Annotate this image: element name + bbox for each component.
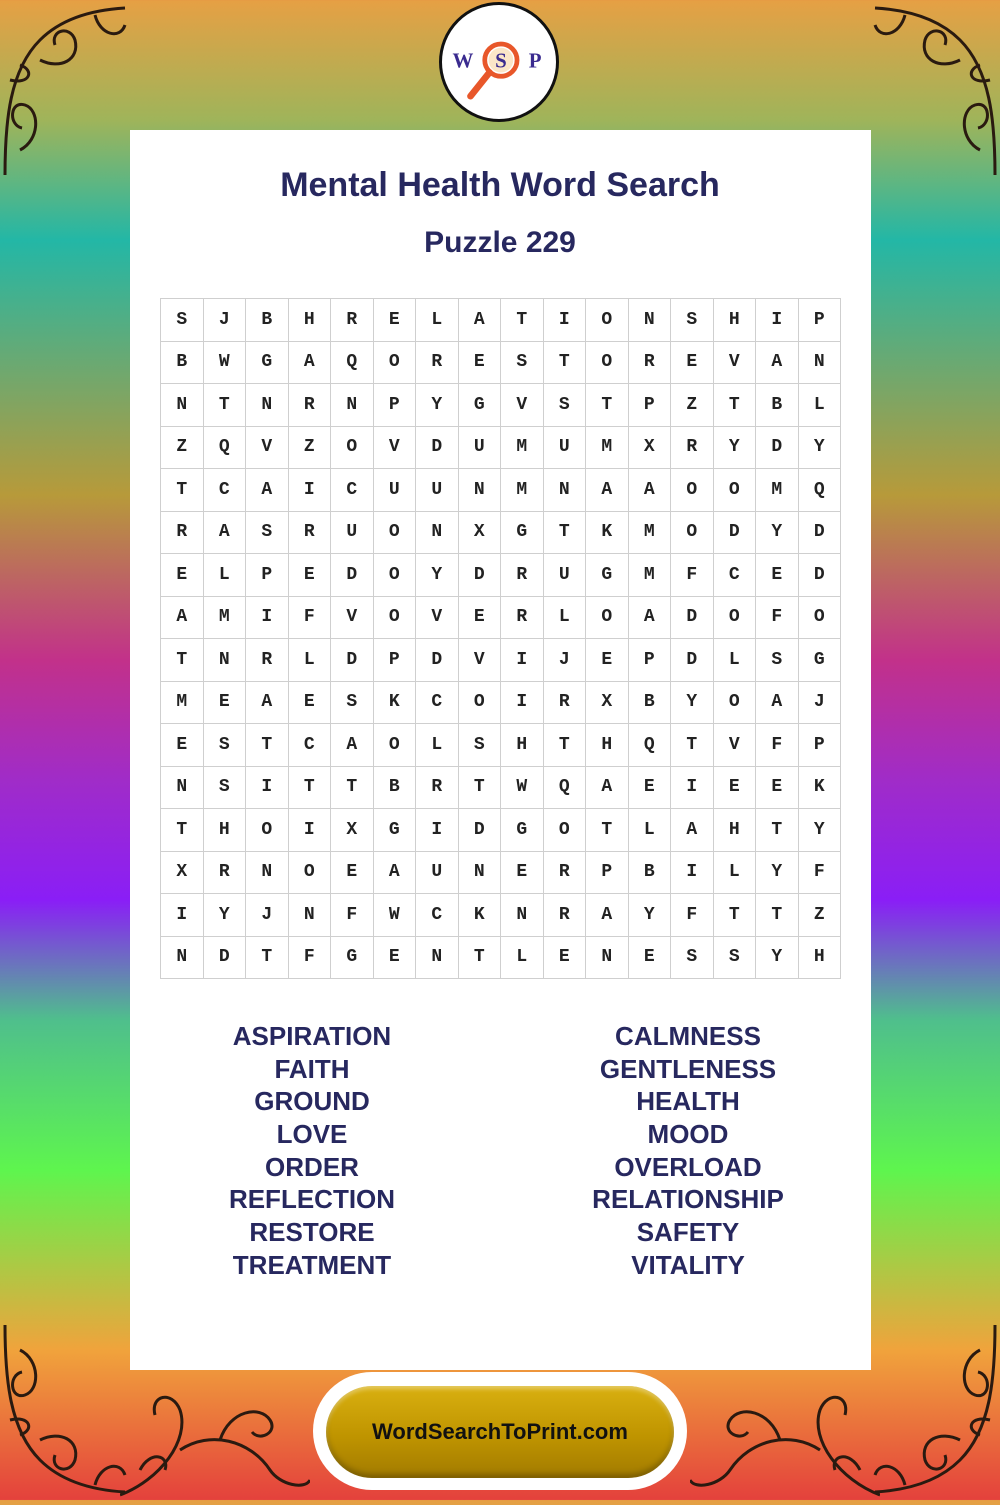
grid-cell: L	[416, 299, 459, 342]
grid-cell: I	[246, 597, 289, 640]
grid-cell: O	[586, 597, 629, 640]
grid-cell: E	[629, 767, 672, 810]
grid-cell: Y	[416, 554, 459, 597]
grid-cell: I	[161, 894, 204, 937]
grid-cell: I	[501, 682, 544, 725]
grid-cell: N	[161, 767, 204, 810]
grid-cell: T	[246, 937, 289, 980]
grid-cell: D	[714, 512, 757, 555]
grid-cell: H	[799, 937, 842, 980]
grid-cell: M	[161, 682, 204, 725]
grid-cell: E	[756, 767, 799, 810]
grid-cell: B	[756, 384, 799, 427]
word-item: TREATMENT	[232, 1249, 392, 1280]
grid-cell: R	[629, 342, 672, 385]
grid-cell: P	[586, 852, 629, 895]
grid-cell: D	[416, 427, 459, 470]
grid-cell: V	[246, 427, 289, 470]
grid-cell: R	[331, 299, 374, 342]
grid-cell: T	[544, 342, 587, 385]
grid-cell: A	[629, 597, 672, 640]
grid-cell: I	[289, 469, 332, 512]
grid-cell: O	[714, 597, 757, 640]
grid-cell: X	[629, 427, 672, 470]
grid-cell: P	[799, 299, 842, 342]
grid-cell: N	[501, 894, 544, 937]
grid-cell: T	[459, 937, 502, 980]
word-item: GENTLENESS	[599, 1053, 777, 1084]
grid-cell: T	[204, 384, 247, 427]
word-item: FAITH	[274, 1053, 350, 1084]
grid-cell: T	[586, 384, 629, 427]
grid-cell: U	[331, 512, 374, 555]
grid-cell: O	[374, 512, 417, 555]
grid-cell: G	[331, 937, 374, 980]
grid-cell: B	[246, 299, 289, 342]
grid-cell: D	[671, 639, 714, 682]
grid-cell: S	[544, 384, 587, 427]
grid-cell: S	[671, 299, 714, 342]
grid-cell: D	[459, 554, 502, 597]
grid-cell: C	[331, 469, 374, 512]
word-item: HEALTH	[636, 1086, 740, 1117]
grid-cell: Y	[799, 427, 842, 470]
grid-cell: M	[629, 512, 672, 555]
grid-cell: Y	[756, 852, 799, 895]
grid-cell: S	[331, 682, 374, 725]
grid-cell: L	[204, 554, 247, 597]
grid-cell: A	[204, 512, 247, 555]
corner-ornament-top-right	[870, 0, 1000, 180]
grid-cell: T	[714, 384, 757, 427]
grid-cell: N	[246, 852, 289, 895]
grid-cell: E	[459, 597, 502, 640]
grid-cell: K	[799, 767, 842, 810]
website-link-button[interactable]	[326, 1386, 674, 1478]
grid-cell: F	[289, 597, 332, 640]
grid-cell: R	[671, 427, 714, 470]
grid-cell: U	[459, 427, 502, 470]
grid-cell: T	[544, 724, 587, 767]
grid-cell: R	[289, 384, 332, 427]
grid-cell: N	[544, 469, 587, 512]
word-item: CALMNESS	[615, 1021, 761, 1051]
grid-cell: V	[459, 639, 502, 682]
grid-cell: M	[204, 597, 247, 640]
grid-cell: E	[161, 724, 204, 767]
grid-cell: A	[459, 299, 502, 342]
grid-cell: O	[374, 554, 417, 597]
grid-cell: O	[459, 682, 502, 725]
grid-cell: H	[714, 299, 757, 342]
grid-cell: Q	[204, 427, 247, 470]
grid-cell: A	[246, 682, 289, 725]
word-item: RESTORE	[249, 1217, 375, 1248]
grid-cell: U	[416, 852, 459, 895]
grid-cell: M	[756, 469, 799, 512]
grid-cell: T	[161, 809, 204, 852]
grid-cell: L	[501, 937, 544, 980]
grid-cell: S	[501, 342, 544, 385]
word-list-right	[538, 1020, 838, 1282]
grid-cell: O	[289, 852, 332, 895]
grid-cell: A	[671, 809, 714, 852]
grid-cell: M	[586, 427, 629, 470]
grid-cell: N	[246, 384, 289, 427]
grid-cell: Z	[161, 427, 204, 470]
grid-cell: I	[671, 767, 714, 810]
grid-cell: V	[714, 724, 757, 767]
grid-cell: M	[629, 554, 672, 597]
grid-cell: A	[331, 724, 374, 767]
grid-cell: G	[374, 809, 417, 852]
grid-cell: G	[459, 384, 502, 427]
grid-cell: N	[204, 639, 247, 682]
grid-cell: N	[289, 894, 332, 937]
grid-cell: Y	[671, 682, 714, 725]
grid-cell: Y	[629, 894, 672, 937]
grid-cell: W	[374, 894, 417, 937]
grid-cell: J	[246, 894, 289, 937]
grid-cell: S	[459, 724, 502, 767]
grid-cell: V	[501, 384, 544, 427]
word-item: REFLECTION	[228, 1184, 396, 1215]
grid-cell: D	[799, 554, 842, 597]
grid-cell: O	[714, 469, 757, 512]
grid-cell: N	[459, 852, 502, 895]
grid-cell: Z	[289, 427, 332, 470]
grid-cell: A	[161, 597, 204, 640]
grid-cell: U	[416, 469, 459, 512]
grid-cell: A	[586, 767, 629, 810]
word-item: RELATIONSHIP	[592, 1184, 784, 1215]
grid-cell: R	[544, 682, 587, 725]
grid-cell: R	[544, 852, 587, 895]
grid-cell: Y	[416, 384, 459, 427]
grid-cell: I	[501, 639, 544, 682]
grid-cell: L	[289, 639, 332, 682]
grid-cell: P	[799, 724, 842, 767]
grid-cell: Z	[799, 894, 842, 937]
grid-cell: E	[501, 852, 544, 895]
grid-cell: W	[501, 767, 544, 810]
grid-cell: N	[416, 937, 459, 980]
grid-cell: F	[756, 724, 799, 767]
grid-cell: Y	[756, 512, 799, 555]
grid-cell: Y	[756, 937, 799, 980]
grid-cell: S	[204, 724, 247, 767]
grid-cell: D	[204, 937, 247, 980]
grid-cell: F	[331, 894, 374, 937]
grid-cell: Q	[799, 469, 842, 512]
grid-cell: N	[416, 512, 459, 555]
grid-cell: E	[586, 639, 629, 682]
grid-cell: R	[544, 894, 587, 937]
grid-cell: K	[586, 512, 629, 555]
grid-cell: X	[161, 852, 204, 895]
grid-cell: J	[799, 682, 842, 725]
grid-cell: K	[459, 894, 502, 937]
grid-cell: R	[204, 852, 247, 895]
grid-cell: S	[161, 299, 204, 342]
grid-cell: E	[629, 937, 672, 980]
grid-cell: I	[671, 852, 714, 895]
grid-cell: F	[671, 554, 714, 597]
puzzle-number: Puzzle 229	[424, 226, 576, 259]
grid-cell: T	[756, 894, 799, 937]
grid-cell: D	[671, 597, 714, 640]
grid-cell: P	[246, 554, 289, 597]
grid-cell: T	[671, 724, 714, 767]
grid-cell: C	[416, 894, 459, 937]
grid-cell: A	[246, 469, 289, 512]
grid-cell: L	[714, 639, 757, 682]
page-title: Mental Health Word Search	[280, 166, 720, 204]
grid-cell: B	[374, 767, 417, 810]
grid-cell: B	[629, 852, 672, 895]
logo-letter-w: W	[452, 48, 474, 73]
grid-cell: N	[331, 384, 374, 427]
grid-cell: T	[756, 809, 799, 852]
word-item: VITALITY	[631, 1249, 745, 1280]
grid-cell: N	[629, 299, 672, 342]
grid-cell: O	[671, 469, 714, 512]
grid-cell: D	[331, 554, 374, 597]
bottom-ornament-right	[690, 1370, 880, 1500]
grid-cell: T	[331, 767, 374, 810]
grid-cell: Q	[629, 724, 672, 767]
word-item: SAFETY	[636, 1217, 740, 1248]
bottom-ornament-left	[120, 1370, 310, 1500]
logo-letter-p: P	[528, 48, 542, 73]
grid-cell: T	[289, 767, 332, 810]
grid-cell: V	[331, 597, 374, 640]
grid-cell: W	[204, 342, 247, 385]
grid-cell: D	[799, 512, 842, 555]
grid-cell: A	[629, 469, 672, 512]
corner-ornament-bottom-left	[0, 1320, 130, 1500]
grid-cell: O	[586, 342, 629, 385]
grid-cell: O	[374, 597, 417, 640]
grid-cell: H	[714, 809, 757, 852]
grid-cell: M	[501, 469, 544, 512]
grid-cell: N	[161, 384, 204, 427]
corner-ornament-bottom-right	[870, 1320, 1000, 1500]
grid-cell: E	[671, 342, 714, 385]
grid-cell: I	[416, 809, 459, 852]
grid-cell: O	[799, 597, 842, 640]
grid-cell: J	[544, 639, 587, 682]
grid-cell: R	[289, 512, 332, 555]
grid-cell: A	[289, 342, 332, 385]
grid-cell: E	[289, 682, 332, 725]
grid-cell: R	[501, 597, 544, 640]
word-item: ORDER	[265, 1151, 359, 1182]
grid-cell: R	[501, 554, 544, 597]
grid-cell: L	[629, 809, 672, 852]
grid-cell: X	[331, 809, 374, 852]
grid-cell: E	[374, 299, 417, 342]
grid-cell: T	[161, 469, 204, 512]
grid-cell: C	[416, 682, 459, 725]
logo-letter-s: S	[495, 48, 507, 73]
grid-cell: U	[374, 469, 417, 512]
grid-cell: T	[586, 809, 629, 852]
grid-cell: V	[714, 342, 757, 385]
grid-cell: L	[799, 384, 842, 427]
grid-cell: O	[586, 299, 629, 342]
grid-cell: O	[374, 342, 417, 385]
grid-cell: F	[671, 894, 714, 937]
grid-cell: E	[289, 554, 332, 597]
grid-cell: E	[204, 682, 247, 725]
grid-cell: G	[246, 342, 289, 385]
word-item: OVERLOAD	[614, 1151, 762, 1182]
grid-cell: B	[161, 342, 204, 385]
grid-cell: O	[331, 427, 374, 470]
grid-cell: O	[246, 809, 289, 852]
grid-cell: R	[246, 639, 289, 682]
grid-cell: Y	[204, 894, 247, 937]
grid-cell: F	[289, 937, 332, 980]
wsp-logo	[439, 2, 559, 122]
grid-cell: H	[204, 809, 247, 852]
grid-cell: S	[246, 512, 289, 555]
grid-cell: I	[544, 299, 587, 342]
grid-cell: V	[416, 597, 459, 640]
grid-cell: Z	[671, 384, 714, 427]
grid-cell: Y	[799, 809, 842, 852]
grid-cell: T	[246, 724, 289, 767]
grid-cell: O	[544, 809, 587, 852]
grid-cell: C	[204, 469, 247, 512]
grid-cell: O	[374, 724, 417, 767]
grid-cell: A	[586, 894, 629, 937]
grid-cell: E	[161, 554, 204, 597]
grid-cell: H	[501, 724, 544, 767]
grid-cell: A	[374, 852, 417, 895]
grid-cell: L	[416, 724, 459, 767]
grid-cell: F	[756, 597, 799, 640]
grid-cell: Q	[544, 767, 587, 810]
grid-cell: H	[586, 724, 629, 767]
word-item: ASPIRATION	[232, 1021, 392, 1051]
word-list-left	[162, 1020, 462, 1282]
grid-cell: P	[629, 384, 672, 427]
grid-cell: X	[586, 682, 629, 725]
grid-cell: E	[756, 554, 799, 597]
word-item: GROUND	[254, 1086, 370, 1117]
grid-cell: R	[161, 512, 204, 555]
grid-cell: T	[544, 512, 587, 555]
grid-cell: N	[161, 937, 204, 980]
grid-cell: D	[459, 809, 502, 852]
grid-cell: I	[756, 299, 799, 342]
grid-cell: E	[331, 852, 374, 895]
grid-cell: N	[799, 342, 842, 385]
grid-cell: T	[161, 639, 204, 682]
grid-cell: M	[501, 427, 544, 470]
grid-cell: X	[459, 512, 502, 555]
corner-ornament-top-left	[0, 0, 130, 180]
website-link-label: WordSearchToPrint.com	[372, 1419, 628, 1444]
grid-cell: A	[756, 682, 799, 725]
grid-cell: I	[289, 809, 332, 852]
grid-cell: H	[289, 299, 332, 342]
word-item: MOOD	[647, 1119, 729, 1150]
grid-cell: T	[459, 767, 502, 810]
grid-cell: Y	[714, 427, 757, 470]
grid-cell: L	[544, 597, 587, 640]
grid-cell: T	[501, 299, 544, 342]
grid-cell: G	[501, 809, 544, 852]
grid-cell: O	[671, 512, 714, 555]
grid-cell: S	[204, 767, 247, 810]
grid-cell: R	[416, 342, 459, 385]
grid-cell: I	[246, 767, 289, 810]
grid-cell: O	[714, 682, 757, 725]
grid-cell: S	[756, 639, 799, 682]
grid-cell: L	[714, 852, 757, 895]
grid-cell: K	[374, 682, 417, 725]
grid-cell: N	[459, 469, 502, 512]
grid-cell: T	[714, 894, 757, 937]
grid-cell: B	[629, 682, 672, 725]
grid-cell: N	[586, 937, 629, 980]
grid-cell: S	[714, 937, 757, 980]
grid-cell: J	[204, 299, 247, 342]
letter-grid	[160, 298, 841, 979]
grid-cell: A	[586, 469, 629, 512]
grid-cell: R	[416, 767, 459, 810]
grid-cell: V	[374, 427, 417, 470]
grid-cell: D	[756, 427, 799, 470]
grid-cell: E	[714, 767, 757, 810]
grid-cell: D	[331, 639, 374, 682]
grid-cell: G	[501, 512, 544, 555]
grid-cell: G	[799, 639, 842, 682]
grid-cell: E	[374, 937, 417, 980]
grid-cell: P	[374, 384, 417, 427]
word-item: LOVE	[276, 1119, 348, 1150]
grid-cell: D	[416, 639, 459, 682]
grid-cell: E	[544, 937, 587, 980]
grid-cell: E	[459, 342, 502, 385]
grid-cell: S	[671, 937, 714, 980]
grid-cell: U	[544, 427, 587, 470]
grid-cell: A	[756, 342, 799, 385]
grid-cell: G	[586, 554, 629, 597]
grid-cell: C	[714, 554, 757, 597]
grid-cell: U	[544, 554, 587, 597]
grid-cell: P	[374, 639, 417, 682]
grid-cell: C	[289, 724, 332, 767]
grid-cell: P	[629, 639, 672, 682]
grid-cell: F	[799, 852, 842, 895]
grid-cell: Q	[331, 342, 374, 385]
